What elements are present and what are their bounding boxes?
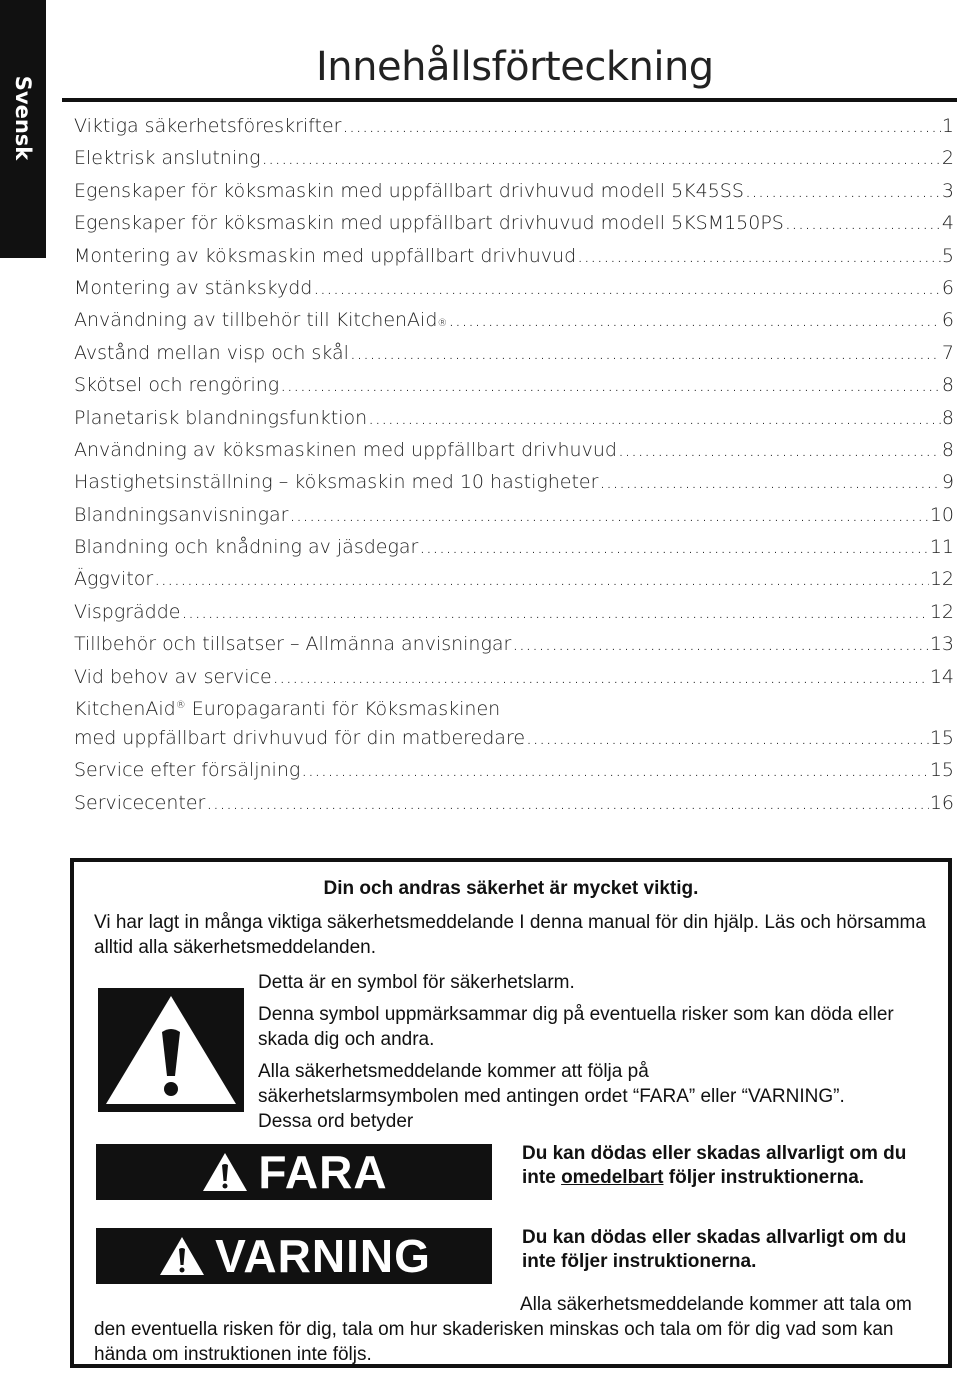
toc-leader-dots: [419, 531, 928, 563]
toc-entry-label: Äggvitor: [74, 568, 154, 591]
toc-page-number: 8: [941, 374, 954, 397]
toc-entry: [74, 142, 954, 174]
symbol-text-2: Denna symbol uppmärksammar dig på eventuella risker som kan döda eller skada dig och andra.: [258, 1004, 894, 1050]
toc-leader-dots: [618, 434, 941, 466]
safety-outro: Alla säkerhetsmeddelande kommer att tala om den eventuella risken för dig, tala om hur skaderisken minskas och tala om för dig vad som kan hända om instruktionen inte följs.: [94, 1294, 912, 1365]
language-tab: [0, 0, 46, 258]
toc-entry-label: Hastighetsinställning – köksmaskin med 10 hastigheter: [74, 471, 599, 494]
fara-alert-icon: [200, 1150, 250, 1194]
safety-headline: Din och andras säkerhet är mycket viktig.: [323, 878, 699, 899]
varning-word: VARNING: [215, 1230, 431, 1282]
toc-page-number: 3: [941, 179, 954, 202]
toc-entry-label: Vispgrädde: [74, 600, 181, 623]
toc-entry: [74, 240, 954, 272]
fara-word: FARA: [258, 1146, 388, 1198]
toc-leader-dots: [154, 563, 929, 595]
toc-leader-dots: [368, 402, 941, 434]
varning-alert-icon: [157, 1234, 207, 1278]
toc-entry-prefix: KitchenAid® Europagaranti för Köksmaskinen: [74, 698, 501, 721]
toc-entry-label: Vid behov av service: [74, 665, 272, 688]
table-of-contents: [74, 110, 954, 819]
toc-page-number: 12: [929, 600, 954, 623]
toc-page-number: 8: [941, 438, 954, 461]
toc-leader-dots: [206, 787, 928, 819]
symbol-text-1: Detta är en symbol för säkerhetslarm.: [258, 972, 575, 993]
toc-page-number: 6: [941, 309, 954, 332]
toc-entry-label: Skötsel och rengöring: [74, 374, 280, 397]
toc-entry-label: Elektrisk anslutning: [74, 147, 261, 170]
toc-page-number: 15: [929, 727, 954, 750]
title-rule: [62, 98, 957, 102]
toc-page-number: 9: [941, 471, 954, 494]
toc-entry-label: Tillbehör och tillsatser – Allmänna anvisningar: [74, 633, 512, 656]
toc-page-number: 8: [941, 406, 954, 429]
toc-entry-label: Blandningsanvisningar: [74, 503, 289, 526]
toc-leader-dots: [785, 207, 941, 239]
toc-entry-label: Egenskaper för köksmaskin med uppfällbart drivhuvud modell 5KSM150PS: [74, 212, 784, 235]
toc-entry: [74, 499, 954, 531]
toc-leader-dots: [512, 628, 928, 660]
toc-leader-dots: [350, 337, 941, 369]
toc-page-number: 11: [929, 536, 954, 559]
toc-page-number: 1: [941, 115, 954, 137]
toc-entry: [74, 402, 954, 434]
toc-page-number: 13: [929, 633, 954, 656]
toc-entry-label: Viktiga säkerhetsföreskrifter: [74, 115, 342, 137]
toc-page-number: 7: [941, 341, 954, 364]
toc-page-number: 6: [941, 276, 954, 299]
toc-entry-label: Blandning och knådning av jäsdegar: [74, 536, 419, 559]
toc-entry: [74, 207, 954, 239]
toc-entry: [74, 337, 954, 369]
fara-banner: [96, 1144, 492, 1200]
toc-entry: [74, 466, 954, 498]
toc-page-number: 16: [929, 791, 954, 814]
toc-entry: [74, 787, 954, 819]
page-title: Innehållsförteckning: [316, 44, 714, 90]
toc-entry: [74, 563, 954, 595]
safety-intro: Vi har lagt in många viktiga säkerhetsmeddelande I denna manual för din hjälp. Läs och hörsamma alltid alla säkerhetsmeddelanden.: [94, 912, 926, 958]
toc-entry: [74, 628, 954, 660]
toc-leader-dots: [745, 175, 941, 207]
safety-alert-icon: [98, 988, 244, 1112]
toc-leader-dots: [182, 596, 929, 628]
toc-entry-label: Egenskaper för köksmaskin med uppfällbart drivhuvud modell 5K45SS: [74, 179, 744, 202]
toc-page-number: 10: [929, 503, 954, 526]
language-tab-label: Svensk: [11, 75, 35, 161]
toc-entry-label: Montering av köksmaskin med uppfällbart drivhuvud: [74, 244, 577, 267]
toc-page-number: 5: [941, 244, 954, 267]
toc-entry-label: med uppfällbart drivhuvud för din matberedare: [74, 727, 526, 750]
toc-leader-dots: [301, 754, 929, 786]
toc-leader-dots: [313, 272, 941, 304]
toc-entry-label: Servicecenter: [74, 791, 206, 814]
toc-leader-dots: [599, 466, 940, 498]
toc-page-number: 14: [929, 665, 954, 688]
toc-leader-dots: [262, 142, 941, 174]
toc-leader-dots: [273, 661, 929, 693]
toc-entry: [74, 175, 954, 207]
varning-banner: [96, 1228, 492, 1284]
toc-entry-label: Användning av tillbehör till KitchenAid: [74, 309, 438, 332]
toc-entry: [74, 754, 954, 786]
toc-entry-label: Planetarisk blandningsfunktion: [74, 406, 368, 429]
toc-page-number: 12: [929, 568, 954, 591]
toc-leader-dots: [342, 110, 940, 142]
toc-page-number: 15: [929, 759, 954, 782]
fara-description: Du kan dödas eller skadas allvarligt om du inte omedelbart följer instruktionerna.: [522, 1143, 907, 1188]
toc-leader-dots: [280, 369, 941, 401]
toc-leader-dots: [526, 722, 929, 754]
toc-leader-dots: [577, 240, 941, 272]
toc-entry: [74, 272, 954, 304]
toc-leader-dots: [289, 499, 928, 531]
toc-entry-label: Avstånd mellan visp och skål: [74, 341, 349, 364]
toc-page-number: 2: [941, 147, 954, 170]
safety-box: [70, 858, 952, 1368]
toc-entry-label: Service efter försäljning: [74, 759, 301, 782]
toc-leader-dots: [448, 304, 941, 336]
toc-entry-label: Montering av stänkskydd: [74, 276, 313, 299]
toc-entry: [74, 531, 954, 563]
varning-description: Du kan dödas eller skadas allvarligt om du inte följer instruktionerna.: [522, 1227, 907, 1272]
toc-entry: [74, 434, 954, 466]
toc-entry: Användning av tillbehör till KitchenAid ® ..... 6: [74, 304, 954, 336]
toc-entry-label: Användning av köksmaskinen med uppfällbart drivhuvud: [74, 438, 617, 461]
toc-entry: [74, 722, 954, 754]
symbol-text-3: Alla säkerhetsmeddelande kommer att följa på säkerhetslarmsymbolen med antingen ordet “FARA” eller “VARNING”. Dessa ord betyder: [258, 1061, 845, 1132]
toc-entry: [74, 661, 954, 693]
toc-entry: [74, 110, 954, 142]
toc-page-number: 4: [941, 212, 954, 235]
toc-entry: [74, 369, 954, 401]
toc-entry: [74, 596, 954, 628]
